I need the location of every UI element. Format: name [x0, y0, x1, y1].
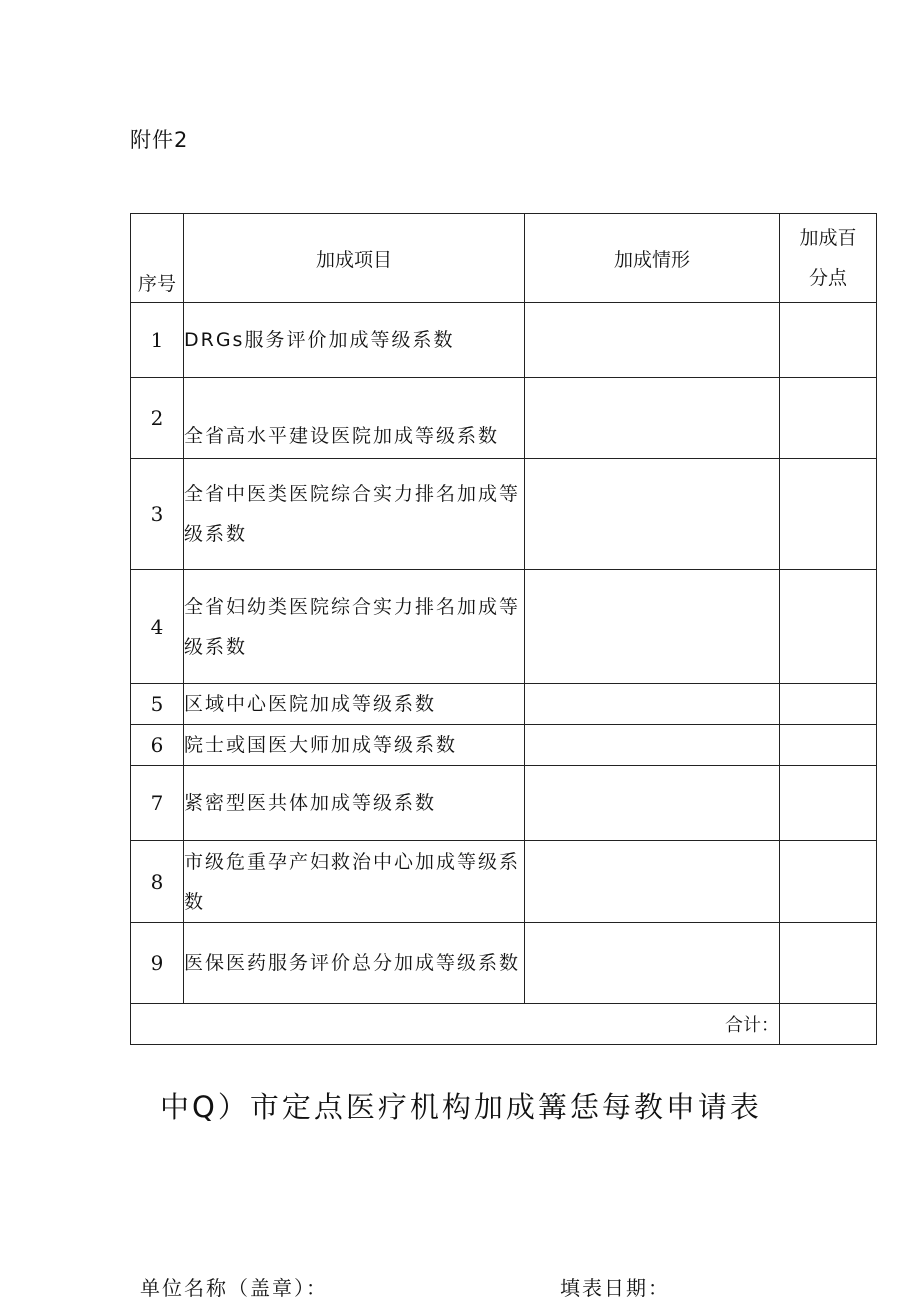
row-situation-cell[interactable]: [525, 766, 780, 841]
row-number: 2: [131, 378, 184, 459]
row-situation-cell[interactable]: [525, 923, 780, 1004]
row-percent-cell[interactable]: [780, 766, 877, 841]
total-value-cell[interactable]: [780, 1004, 877, 1045]
attachment-label: 附件2: [130, 128, 189, 152]
table-row: [131, 303, 877, 378]
table-row: [131, 923, 877, 1004]
row-number: 6: [131, 725, 184, 766]
table-row: [131, 684, 877, 725]
row-item: 医保医药服务评价总分加成等级系数: [184, 923, 525, 1004]
row-item: 市级危重孕产妇救治中心加成等级系数: [184, 841, 525, 923]
row-number: 7: [131, 766, 184, 841]
table-header-row: [131, 214, 877, 303]
bonus-table: [130, 213, 877, 1045]
row-situation-cell[interactable]: [525, 841, 780, 923]
header-no: 序号: [131, 214, 184, 303]
row-situation-cell[interactable]: [525, 303, 780, 378]
row-percent-cell[interactable]: [780, 923, 877, 1004]
row-number: 3: [131, 459, 184, 570]
table-row: [131, 841, 877, 923]
header-situation: 加成情形: [525, 214, 780, 303]
row-situation-cell[interactable]: [525, 459, 780, 570]
row-percent-cell[interactable]: [780, 459, 877, 570]
row-number: 4: [131, 570, 184, 684]
row-item: 区域中心医院加成等级系数: [184, 684, 525, 725]
row-item: 院士或国医大师加成等级系数: [184, 725, 525, 766]
total-row: [131, 1004, 877, 1045]
row-number: 1: [131, 303, 184, 378]
unit-name-label: 单位名称（盖章）：: [140, 1276, 328, 1300]
table-row: [131, 570, 877, 684]
row-item: 全省妇幼类医院综合实力排名加成等级系数: [184, 570, 525, 684]
fill-date-label: 填表日期：: [560, 1276, 670, 1300]
table-row: [131, 766, 877, 841]
row-situation-cell[interactable]: [525, 570, 780, 684]
row-situation-cell[interactable]: [525, 684, 780, 725]
row-item: 紧密型医共体加成等级系数: [184, 766, 525, 841]
header-percent: [780, 214, 877, 303]
row-situation-cell[interactable]: [525, 725, 780, 766]
header-item: 加成项目: [184, 214, 525, 303]
form-title: 中Q）市定点医疗机构加成篝恁每教申请表: [160, 1090, 762, 1124]
total-label: 合计：: [131, 1004, 780, 1045]
row-item: 全省中医类医院综合实力排名加成等级系数: [184, 459, 525, 570]
row-percent-cell[interactable]: [780, 841, 877, 923]
table-row: [131, 378, 877, 459]
row-number: 8: [131, 841, 184, 923]
table-row: [131, 725, 877, 766]
row-percent-cell[interactable]: [780, 303, 877, 378]
row-percent-cell[interactable]: [780, 684, 877, 725]
row-percent-cell[interactable]: [780, 725, 877, 766]
row-item: 全省高水平建设医院加成等级系数: [184, 378, 525, 459]
row-item: DRGs服务评价加成等级系数: [184, 303, 525, 378]
row-percent-cell[interactable]: [780, 378, 877, 459]
header-percent-line1: 加成百: [799, 227, 857, 249]
row-situation-cell[interactable]: [525, 378, 780, 459]
table-row: [131, 459, 877, 570]
row-number: 5: [131, 684, 184, 725]
row-number: 9: [131, 923, 184, 1004]
header-percent-line2: 分点: [808, 267, 847, 289]
row-percent-cell[interactable]: [780, 570, 877, 684]
